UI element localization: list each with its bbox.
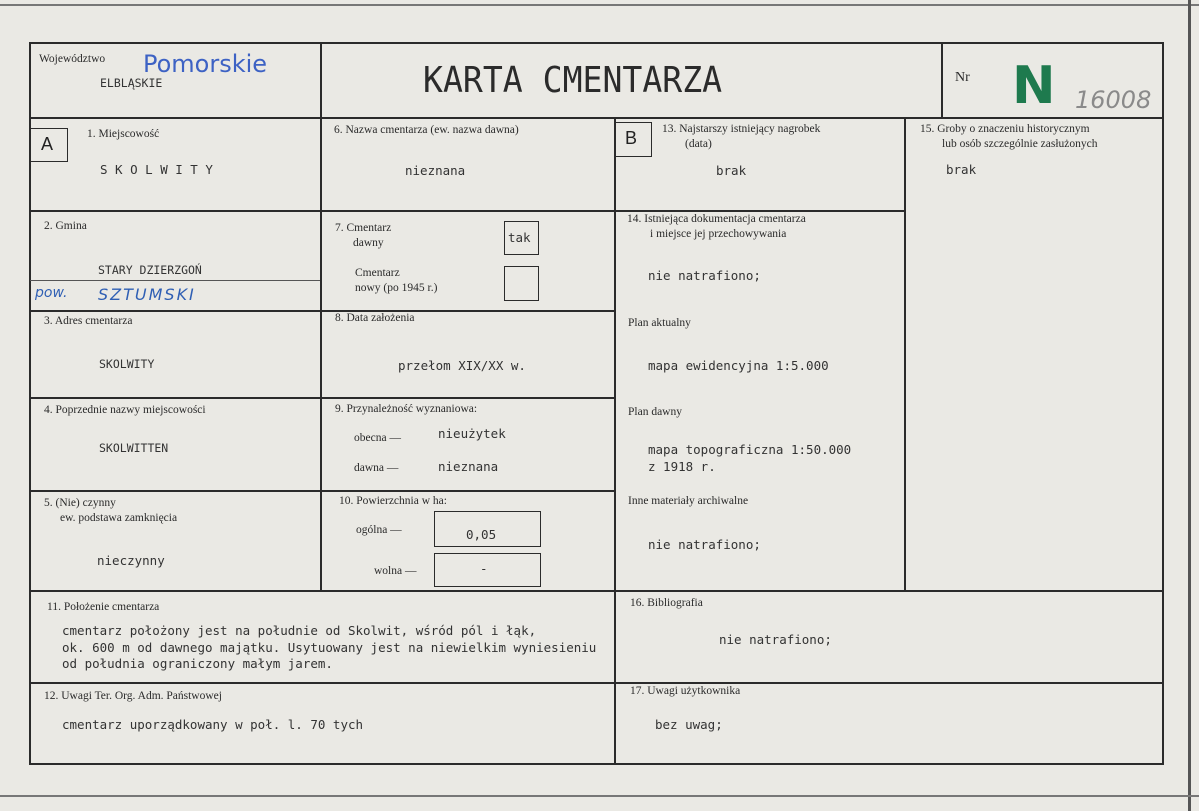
field-9-obecna-value: nieużytek xyxy=(438,426,506,441)
field-5-label: 5. (Nie) czynny xyxy=(44,497,116,509)
field-15-label: 15. Groby o znaczeniu historycznym xyxy=(920,123,1090,135)
nr-number: 16008 xyxy=(1075,86,1152,114)
field-2-pow-label: pow. xyxy=(35,285,68,301)
card-top-edge xyxy=(0,4,1199,6)
inne-materialy-label: Inne materiały archiwalne xyxy=(628,495,749,507)
plan-dawny-value: mapa topograficzna 1:50.000 xyxy=(648,442,852,457)
inne-materialy-value: nie natrafiono; xyxy=(648,537,761,552)
field-10-label: 10. Powierzchnia w ha: xyxy=(339,495,447,507)
field-9-dawna-value: nieznana xyxy=(438,459,499,474)
field-10-ogolna-label: ogólna — xyxy=(356,524,402,536)
field-10-ogolna-value: 0,05 xyxy=(466,527,497,542)
field-12-label: 12. Uwagi Ter. Org. Adm. Państwowej xyxy=(44,690,222,702)
plan-dawny-value-line2: z 1918 r. xyxy=(648,459,716,474)
field-10-wolna-value: - xyxy=(480,561,488,576)
field-4-value: SKOLWITTEN xyxy=(99,441,169,455)
field-9-obecna-label: obecna — xyxy=(354,432,401,444)
grid-line xyxy=(320,42,322,590)
grid-line xyxy=(29,682,1164,684)
field-6-value: nieznana xyxy=(405,163,466,178)
grid-line xyxy=(29,763,1164,765)
field-2-pow-value: SZTUMSKI xyxy=(98,285,196,304)
field-8-label: 8. Data założenia xyxy=(335,312,415,324)
field-14-label: 14. Istniejąca dokumentacja cmentarza xyxy=(627,213,806,225)
field-11-label: 11. Położenie cmentarza xyxy=(47,601,160,613)
section-b-letter: B xyxy=(625,128,638,148)
field-7-label: 7. Cmentarz xyxy=(335,222,392,234)
field-13-value: brak xyxy=(716,163,747,178)
field-15-label-line2: lub osób szczególnie zasłużonych xyxy=(942,138,1098,150)
field-2-value: STARY DZIERZGOŃ xyxy=(98,263,202,277)
pow-underline xyxy=(30,280,320,281)
field-11-line-3: od południa ograniczony małym jarem. xyxy=(62,656,333,671)
grid-line xyxy=(1162,42,1164,765)
field-9-dawna-label: dawna — xyxy=(354,462,399,474)
field-10-wolna-label: wolna — xyxy=(374,565,417,577)
field-6-label: 6. Nazwa cmentarza (ew. nazwa dawna) xyxy=(334,124,519,136)
grid-line xyxy=(29,42,1164,44)
grid-line xyxy=(614,117,616,763)
field-9-label: 9. Przynależność wyznaniowa: xyxy=(335,403,478,415)
field-1-label: 1. Miejscowość xyxy=(87,128,160,140)
field-7-nowy-label-line2: nowy (po 1945 r.) xyxy=(355,282,438,294)
field-7-nowy-checkbox[interactable] xyxy=(504,266,539,301)
field-13-label: 13. Najstarszy istniejący nagrobek xyxy=(662,123,821,135)
field-15-value: brak xyxy=(946,162,977,177)
section-a-letter: A xyxy=(41,134,54,154)
field-17-label: 17. Uwagi użytkownika xyxy=(630,685,741,697)
field-1-value: S K O L W I T Y xyxy=(100,162,213,177)
field-3-label: 3. Adres cmentarza xyxy=(44,315,133,327)
grid-line xyxy=(904,117,906,590)
field-16-label: 16. Bibliografia xyxy=(630,597,703,609)
field-11-line-2: ok. 600 m od dawnego majątku. Usytuowany jest na niewielkim wyniesieniu xyxy=(62,640,597,655)
field-16-value: nie natrafiono; xyxy=(719,632,832,647)
grid-line xyxy=(29,590,1164,592)
field-14-label-line2: i miejsce jej przechowywania xyxy=(650,228,787,240)
field-8-value: przełom XIX/XX w. xyxy=(398,358,526,373)
wojewodztwo-stamp: Pomorskie xyxy=(143,50,268,78)
field-7-nowy-label: Cmentarz xyxy=(355,267,400,279)
field-7-label-line2: dawny xyxy=(353,237,384,249)
field-12-value: cmentarz uporządkowany w poł. l. 70 tych xyxy=(62,717,364,732)
field-14-value: nie natrafiono; xyxy=(648,268,761,283)
field-2-label: 2. Gmina xyxy=(44,220,87,232)
grid-line xyxy=(941,42,943,117)
nr-letter: N xyxy=(1012,56,1056,116)
page-title: KARTA CMENTARZA xyxy=(423,60,723,101)
field-7-dawny-value: tak xyxy=(508,230,531,245)
plan-aktualny-value: mapa ewidencyjna 1:5.000 xyxy=(648,358,829,373)
field-5-label-line2: ew. podstawa zamknięcia xyxy=(60,512,178,524)
plan-dawny-label: Plan dawny xyxy=(628,406,682,418)
wojewodztwo-typed-value: ELBLĄSKIE xyxy=(100,76,163,90)
card-right-edge xyxy=(1188,0,1191,811)
card-bottom-edge xyxy=(0,795,1199,797)
field-11-line-1: cmentarz położony jest na południe od Skolwit, wśród pól i łąk, xyxy=(62,623,537,638)
wojewodztwo-label: Województwo xyxy=(39,53,106,65)
grid-line xyxy=(29,117,1164,119)
field-13-label-line2: (data) xyxy=(685,138,712,150)
field-3-value: SKOLWITY xyxy=(99,357,155,371)
field-17-value: bez uwag; xyxy=(655,717,723,732)
field-4-label: 4. Poprzednie nazwy miejscowości xyxy=(44,404,206,416)
plan-aktualny-label: Plan aktualny xyxy=(628,317,691,329)
field-5-value: nieczynny xyxy=(97,553,165,568)
nr-label: Nr xyxy=(955,70,970,85)
